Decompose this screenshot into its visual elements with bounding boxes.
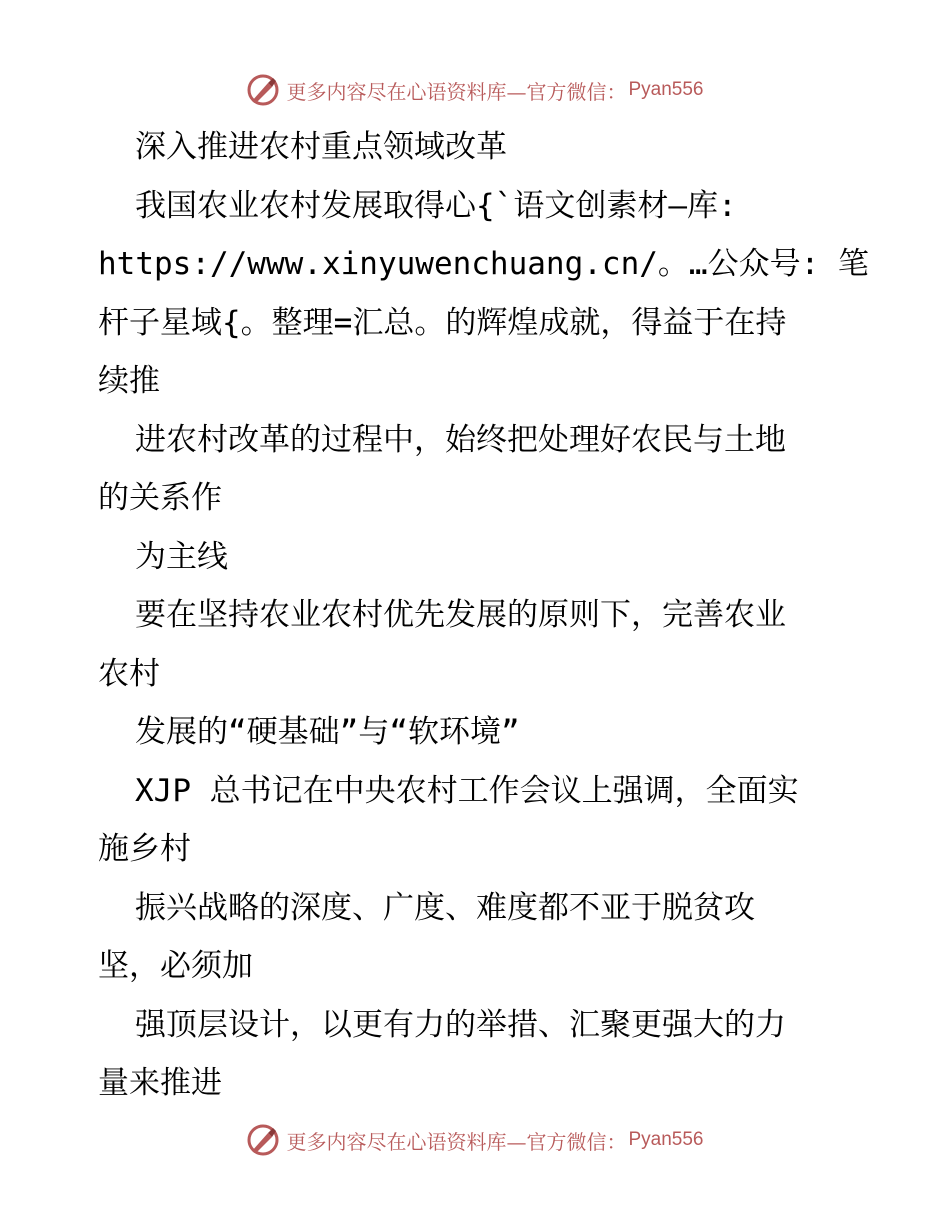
text-line: 续推 [98,363,160,399]
header-banner [0,70,950,110]
text-line: 发展的“硬基础”与“软环境” [135,714,520,750]
footer-banner-contact: Pyan556 [628,1129,704,1150]
header-banner-contact: Pyan556 [628,79,704,100]
text-line: XJP 总书记在中央农村工作会议上强调，全面实 [135,772,799,809]
text-line: 进农村改革的过程中，始终把处理好农民与土地 [135,421,786,458]
header-banner-text: 更多内容尽在心语资料库—官方微信： [286,79,627,104]
pen-logo-icon [246,73,280,107]
text-line: 为主线 [135,538,228,575]
text-line: 的关系作 [98,480,222,516]
text-line: 要在坚持农业农村优先发展的原则下，完善农业 [135,597,786,633]
text-line: 施乡村 [98,831,191,867]
text-line: 强顶层设计，以更有力的举措、汇聚更强大的力 [135,1006,786,1043]
text-line: 坚，必须加 [98,948,253,984]
text-line: https://www.xinyuwenchuang.cn/。…公众号: 笔 [98,246,869,282]
text-line: 我国农业农村发展取得心{`语文创素材—库: [135,187,737,224]
text-line: 深入推进农村重点领域改革 [135,129,507,165]
pen-logo-icon [246,1123,280,1157]
footer-banner-text: 更多内容尽在心语资料库—官方微信： [286,1129,627,1154]
text-line: 振兴战略的深度、广度、难度都不亚于脱贫攻 [135,889,755,926]
body-text [98,118,869,1113]
text-line: 农村 [98,655,160,692]
text-line: 杆子星域{。整理=汇总。的辉煌成就，得益于在持 [98,304,787,341]
footer-banner [0,1120,950,1160]
text-line: 量来推进 [98,1065,222,1101]
